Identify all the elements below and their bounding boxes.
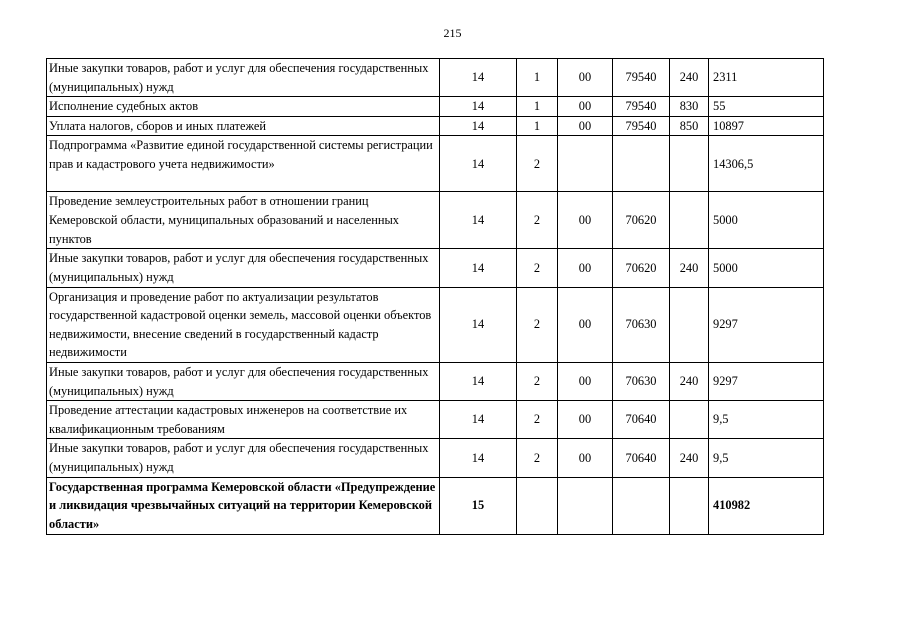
page-number: 215 <box>443 26 462 40</box>
cell-expense-type: 830 <box>670 97 709 117</box>
cell-ministry-code: 15 <box>440 477 517 534</box>
cell-article-code <box>613 477 670 534</box>
cell-section-code: 2 <box>517 192 558 249</box>
cell-subsection-code <box>558 136 613 192</box>
cell-section-code: 2 <box>517 136 558 192</box>
cell-section-code: 2 <box>517 401 558 439</box>
cell-section-code: 2 <box>517 439 558 477</box>
cell-subsection-code: 00 <box>558 59 613 97</box>
cell-article-code: 70630 <box>613 362 670 400</box>
cell-expense-type <box>670 192 709 249</box>
cell-subsection-code: 00 <box>558 401 613 439</box>
cell-amount: 5000 <box>709 249 824 287</box>
table-body <box>47 59 824 535</box>
table-row <box>47 97 824 117</box>
cell-section-code: 2 <box>517 249 558 287</box>
cell-expense-type: 240 <box>670 59 709 97</box>
table-row <box>47 477 824 534</box>
cell-article-code <box>613 136 670 192</box>
cell-name: Организация и проведение работ по актуализации результатов государственной кадастровой оценки земель, массовой оценки объектов недвижимости, внесение сведений в государственный кадастр недвижимости <box>47 287 440 362</box>
cell-article-code: 70620 <box>613 192 670 249</box>
table-row <box>47 401 824 439</box>
cell-expense-type: 240 <box>670 249 709 287</box>
cell-ministry-code: 14 <box>440 287 517 362</box>
cell-subsection-code: 00 <box>558 192 613 249</box>
cell-article-code: 70640 <box>613 401 670 439</box>
cell-ministry-code: 14 <box>440 401 517 439</box>
cell-subsection-code: 00 <box>558 362 613 400</box>
cell-ministry-code: 14 <box>440 116 517 136</box>
cell-section-code: 2 <box>517 287 558 362</box>
cell-amount: 14306,5 <box>709 136 824 192</box>
cell-subsection-code: 00 <box>558 249 613 287</box>
cell-ministry-code: 14 <box>440 136 517 192</box>
cell-name: Иные закупки товаров, работ и услуг для обеспечения государственных (муниципальных) нужд <box>47 249 440 287</box>
table-row <box>47 136 824 192</box>
cell-amount: 410982 <box>709 477 824 534</box>
cell-section-code: 1 <box>517 116 558 136</box>
table-row <box>47 116 824 136</box>
table-row <box>47 287 824 362</box>
cell-expense-type <box>670 401 709 439</box>
cell-section-code: 2 <box>517 362 558 400</box>
cell-article-code: 70620 <box>613 249 670 287</box>
cell-ministry-code: 14 <box>440 97 517 117</box>
cell-name: Проведение землеустроительных работ в отношении границ Кемеровской области, муниципальных образований и населенных пунктов <box>47 192 440 249</box>
cell-amount: 55 <box>709 97 824 117</box>
cell-name: Иные закупки товаров, работ и услуг для обеспечения государственных (муниципальных) нужд <box>47 439 440 477</box>
cell-amount: 9,5 <box>709 439 824 477</box>
cell-article-code: 70640 <box>613 439 670 477</box>
cell-name: Подпрограмма «Развитие единой государственной системы регистрации прав и кадастрового учета недвижимости» <box>47 136 440 192</box>
cell-amount: 5000 <box>709 192 824 249</box>
cell-ministry-code: 14 <box>440 439 517 477</box>
cell-expense-type <box>670 287 709 362</box>
cell-name: Исполнение судебных актов <box>47 97 440 117</box>
cell-subsection-code: 00 <box>558 439 613 477</box>
table-row <box>47 249 824 287</box>
budget-table <box>46 58 824 535</box>
cell-section-code <box>517 477 558 534</box>
cell-amount: 9297 <box>709 287 824 362</box>
table-row <box>47 59 824 97</box>
cell-subsection-code <box>558 477 613 534</box>
cell-article-code: 79540 <box>613 116 670 136</box>
cell-ministry-code: 14 <box>440 59 517 97</box>
cell-subsection-code: 00 <box>558 287 613 362</box>
table-row <box>47 362 824 400</box>
cell-expense-type: 240 <box>670 439 709 477</box>
table-row <box>47 439 824 477</box>
cell-article-code: 79540 <box>613 59 670 97</box>
cell-ministry-code: 14 <box>440 362 517 400</box>
cell-name: Государственная программа Кемеровской области «Предупреждение и ликвидация чрезвычайных ситуаций на территории Кемеровской области» <box>47 477 440 534</box>
cell-name: Уплата налогов, сборов и иных платежей <box>47 116 440 136</box>
cell-name: Иные закупки товаров, работ и услуг для обеспечения государственных (муниципальных) нужд <box>47 59 440 97</box>
cell-expense-type: 850 <box>670 116 709 136</box>
cell-name: Иные закупки товаров, работ и услуг для обеспечения государственных (муниципальных) нужд <box>47 362 440 400</box>
cell-name: Проведение аттестации кадастровых инженеров на соответствие их квалификационным требованиям <box>47 401 440 439</box>
cell-amount: 9,5 <box>709 401 824 439</box>
cell-section-code: 1 <box>517 97 558 117</box>
cell-ministry-code: 14 <box>440 192 517 249</box>
cell-amount: 10897 <box>709 116 824 136</box>
cell-subsection-code: 00 <box>558 116 613 136</box>
table-row <box>47 192 824 249</box>
cell-article-code: 79540 <box>613 97 670 117</box>
cell-ministry-code: 14 <box>440 249 517 287</box>
cell-amount: 2311 <box>709 59 824 97</box>
cell-expense-type: 240 <box>670 362 709 400</box>
cell-section-code: 1 <box>517 59 558 97</box>
cell-expense-type <box>670 136 709 192</box>
cell-subsection-code: 00 <box>558 97 613 117</box>
cell-expense-type <box>670 477 709 534</box>
cell-amount: 9297 <box>709 362 824 400</box>
cell-article-code: 70630 <box>613 287 670 362</box>
